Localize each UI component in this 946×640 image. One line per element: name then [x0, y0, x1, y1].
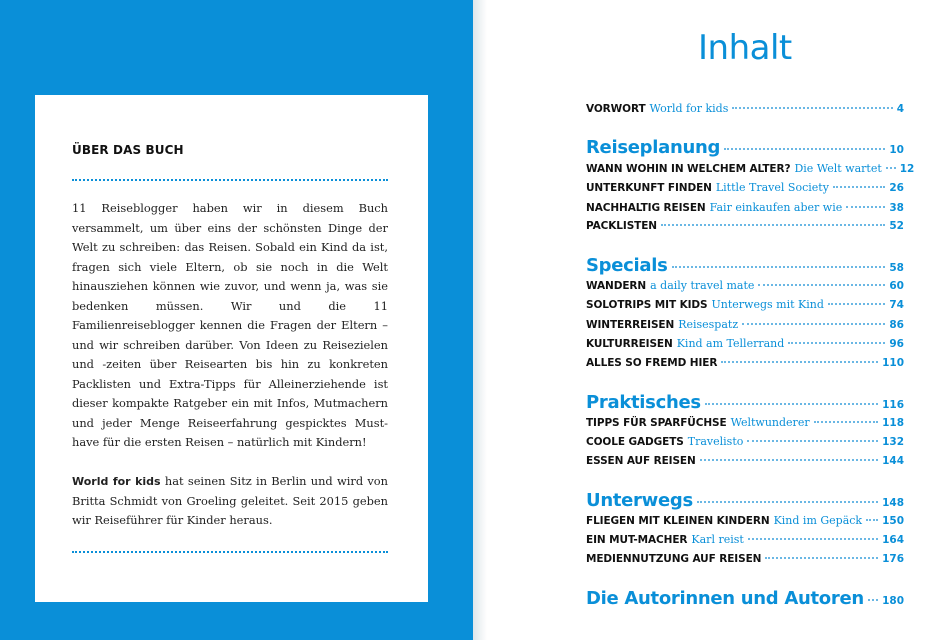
dot-leader: [833, 186, 885, 188]
dot-leader: [814, 421, 878, 423]
toc-entry-author: Reisespatz: [678, 318, 739, 331]
toc-entry-mediennutzung[interactable]: [586, 553, 904, 565]
toc-entry-gadgets[interactable]: [586, 435, 904, 448]
dot-leader: [748, 538, 878, 540]
toc-entry-kulturreisen[interactable]: [586, 337, 904, 350]
toc-entry-page: 150: [882, 515, 904, 527]
dot-leader: [886, 167, 896, 169]
toc-entry-author: Unterwegs mit Kind: [711, 298, 824, 311]
toc-entry-wandern[interactable]: [586, 279, 904, 292]
dot-leader: [661, 224, 885, 226]
toc-entry-page: 38: [889, 202, 904, 214]
dot-leader: [724, 148, 885, 150]
toc-entry-label: SOLOTRIPS MIT KIDS: [586, 299, 708, 311]
toc-entry-label: UNTERKUNFT FINDEN: [586, 182, 712, 194]
toc-entry-page: 110: [882, 357, 904, 369]
page-gutter: [473, 0, 487, 640]
toc-entry-label: ALLES SO FREMD HIER: [586, 357, 718, 369]
toc-entry-page: 116: [882, 399, 904, 411]
toc-section-unterwegs[interactable]: [586, 490, 904, 511]
dot-leader: [758, 284, 885, 286]
toc-entry-label: FLIEGEN MIT KLEINEN KINDERN: [586, 515, 770, 527]
toc-entry-page: 118: [882, 417, 904, 429]
toc-entry-alles-so-fremd[interactable]: [586, 357, 904, 369]
dot-leader: [765, 557, 878, 559]
toc-entry-page: 52: [889, 220, 904, 232]
dotted-divider-bottom: [72, 551, 388, 553]
toc-entry-page: 164: [882, 534, 904, 546]
dot-leader: [721, 361, 878, 363]
toc-entry-label: ESSEN AUF REISEN: [586, 455, 696, 467]
dot-leader: [672, 266, 886, 268]
toc-entry-author: Kind im Gepäck: [773, 514, 863, 527]
toc-entry-unterkunft[interactable]: [586, 181, 904, 194]
toc-entry-label: WANN WOHIN IN WELCHEM ALTER?: [586, 163, 791, 175]
toc-entry-label: PACKLISTEN: [586, 220, 657, 232]
toc-section-reiseplanung[interactable]: [586, 137, 904, 158]
about-paragraph-1: 11 Reiseblogger haben wir in diesem Buch versammelt, um über eins der schönsten Dinge der Welt zu schreiben: das Reisen. Sobald ein Kind da ist, fragen sich viele Eltern, ob sie noch in die Welt hinausziehen können wie zuvor, und wenn ja, was sie bedenken müssen. Wir und die 11 Familienreiseblogger kennen die Fragen der Eltern – und wir schreiben darüber. Von Ideen zu Reisezielen und -zeiten über Reisearten bis hin zu konkreten Packlisten und Extra-Tipps für Alleinerziehende ist dieser kompakte Ratgeber ein mit Infos, Mutmachern und jeder Menge Reiseerfahrung gespicktes Must-have für die ersten Reisen – natürlich mit Kindern!: [72, 201, 388, 449]
about-paragraph-2: [72, 472, 388, 531]
toc-entry-page: 60: [889, 280, 904, 292]
toc-entry-page: 26: [889, 182, 904, 194]
toc-entry-page: 176: [882, 553, 904, 565]
dot-leader: [866, 519, 878, 521]
toc-section-label: Unterwegs: [586, 490, 693, 511]
dot-leader: [788, 342, 885, 344]
toc-entry-sparfuechse[interactable]: [586, 416, 904, 429]
toc-entry-label: EIN MUT-MACHER: [586, 534, 688, 546]
toc-entry-page: 96: [889, 338, 904, 350]
toc-entry-solotrips[interactable]: [586, 298, 904, 311]
toc-entry-page: 148: [882, 497, 904, 509]
toc-section-praktisches[interactable]: [586, 392, 904, 413]
toc-entry-label: KULTURREISEN: [586, 338, 673, 350]
toc-entry-page: 144: [882, 455, 904, 467]
dot-leader: [732, 107, 892, 109]
toc-entry-winterreisen[interactable]: [586, 318, 904, 331]
toc-entry-page: 4: [896, 103, 904, 115]
toc-entry-packlisten[interactable]: [586, 220, 904, 232]
toc-entry-label: WANDERN: [586, 280, 647, 292]
toc-entry-label: TIPPS FÜR SPARFÜCHSE: [586, 417, 727, 429]
dot-leader: [742, 323, 885, 325]
toc-entry-author: a daily travel mate: [650, 279, 755, 292]
toc-entry-page: 12: [899, 163, 915, 175]
toc-entry-label: COOLE GADGETS: [586, 436, 684, 448]
toc-entry-vorwort[interactable]: [586, 102, 904, 115]
dot-leader: [705, 403, 878, 405]
toc-entry-page: 58: [889, 262, 904, 274]
toc-entry-author: Travelisto: [687, 435, 744, 448]
about-box: [35, 95, 428, 602]
publisher-name: World for kids: [72, 475, 161, 488]
toc-section-label: Die Autorinnen und Autoren: [586, 588, 864, 609]
toc-entry-author: Karl reist: [691, 533, 744, 546]
toc-title: Inhalt: [698, 28, 792, 68]
toc-entry-author: Little Travel Society: [715, 181, 829, 194]
dot-leader: [846, 206, 885, 208]
toc-entry-label: NACHHALTIG REISEN: [586, 202, 706, 214]
toc-section-label: Specials: [586, 255, 668, 276]
toc-entry-wann-wohin[interactable]: [586, 162, 915, 175]
toc-entry-author: World for kids: [649, 102, 729, 115]
about-heading: ÜBER DAS BUCH: [72, 143, 184, 157]
toc-entry-fliegen[interactable]: [586, 514, 904, 527]
toc-section-autoren[interactable]: [586, 588, 904, 609]
publisher-description: hat seinen Sitz in Berlin und wird von Britta Schmidt von Groeling geleitet. Seit 2015 geben wir Reiseführer für Kinder heraus.: [72, 474, 389, 527]
toc-entry-author: Fair einkaufen aber wie: [709, 201, 843, 214]
dot-leader: [747, 440, 878, 442]
toc-entry-author: Kind am Tellerrand: [676, 337, 785, 350]
dot-leader: [828, 303, 885, 305]
toc-section-label: Reiseplanung: [586, 137, 721, 158]
toc-entry-mut-macher[interactable]: [586, 533, 904, 546]
dot-leader: [868, 599, 878, 601]
toc-entry-author: Weltwunderer: [730, 416, 810, 429]
toc-entry-label: MEDIENNUTZUNG AUF REISEN: [586, 553, 762, 565]
toc-entry-page: 86: [889, 319, 904, 331]
dotted-divider-top: [72, 179, 388, 181]
toc-entry-page: 132: [882, 436, 904, 448]
dot-leader: [700, 459, 878, 461]
toc-entry-label: WINTERREISEN: [586, 319, 675, 331]
toc-entry-page: 74: [889, 299, 904, 311]
toc-section-label: Praktisches: [586, 392, 701, 413]
toc-entry-author: Die Welt wartet: [794, 162, 882, 175]
dot-leader: [697, 501, 878, 503]
toc-entry-nachhaltig[interactable]: [586, 201, 904, 214]
toc-entry-page: 10: [889, 144, 904, 156]
toc-entry-essen[interactable]: [586, 455, 904, 467]
toc-entry-page: 180: [882, 595, 904, 607]
toc-section-specials[interactable]: [586, 255, 904, 276]
toc-entry-label: VORWORT: [586, 103, 646, 115]
